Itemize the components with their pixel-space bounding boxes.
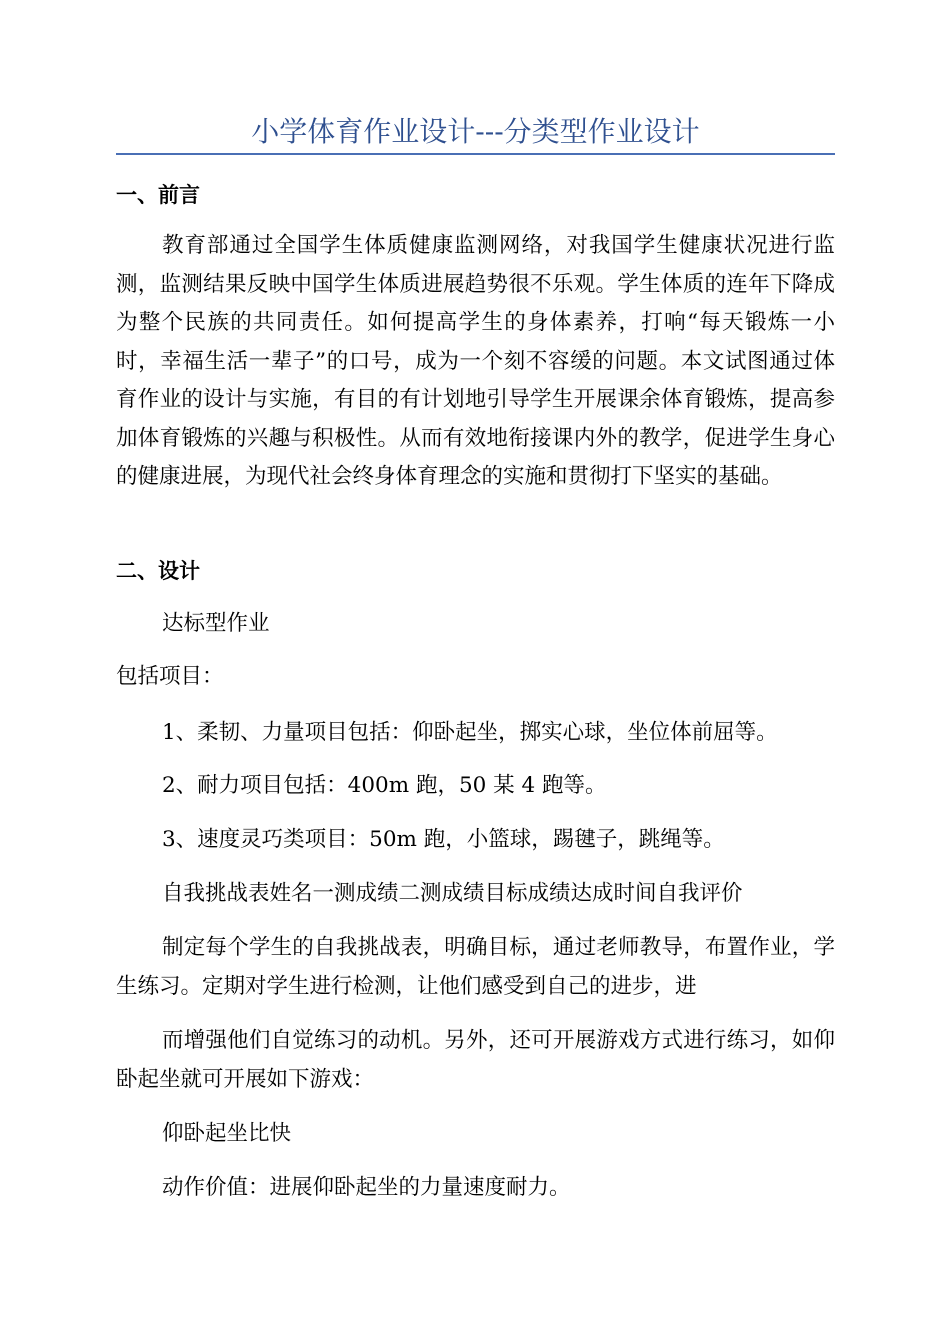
preface-paragraph: 教育部通过全国学生体质健康监测网络，对我国学生健康状况进行监测，监测结果反映中国学生体质进展趋势很不乐观。学生体质的连年下降成为整个民族的共同责任。如何提高学生的身体素养，打响“每天锻炼一小时，幸福生活一辈子”的口号，成为一个刻不容缓的问题。本文试图通过体育作业的设计与实施，有目的有计划地引导学生开展课余体育锻炼，提高参加体育锻炼的兴趣与积极性。从而有效地衔接课内外的教学，促进学生身心的健康进展，为现代社会终身体育理念的实施和贯彻打下坚实的基础。 [116,233,835,489]
items-label: 包括项目： [116,664,224,689]
list-item: 1、柔韧、力量项目包括：仰卧起坐，掷实心球，坐位体前屈等。 [162,720,778,745]
document-title: 小学体育作业设计---分类型作业设计 [251,115,700,148]
motivation-paragraph: 而增强他们自觉练习的动机。另外，还可开展游戏方式进行练习，如仰卧起坐就可开展如下游戏： [116,1028,835,1092]
self-challenge-table-line: 自我挑战表姓名一测成绩二测成绩目标成绩达成时间自我评价 [162,881,743,906]
list-item: 2、耐力项目包括：400m 跑，50 某 4 跑等。 [162,773,607,798]
section-heading-preface: 一、前言 [116,183,200,207]
action-value-text: 动作价值：进展仰卧起坐的力量速度耐力。 [162,1175,571,1200]
title-underline [116,153,835,155]
section-heading-design: 二、设计 [116,559,200,583]
list-item: 3、速度灵巧类项目：50m 跑，小篮球，踢毽子，跳绳等。 [162,827,725,852]
homework-type-label: 达标型作业 [162,611,270,636]
game-title: 仰卧起坐比快 [162,1121,292,1146]
challenge-paragraph: 制定每个学生的自我挑战表，明确目标，通过老师教导，布置作业，学生练习。定期对学生进行检测，让他们感受到自己的进步，进 [116,935,835,999]
